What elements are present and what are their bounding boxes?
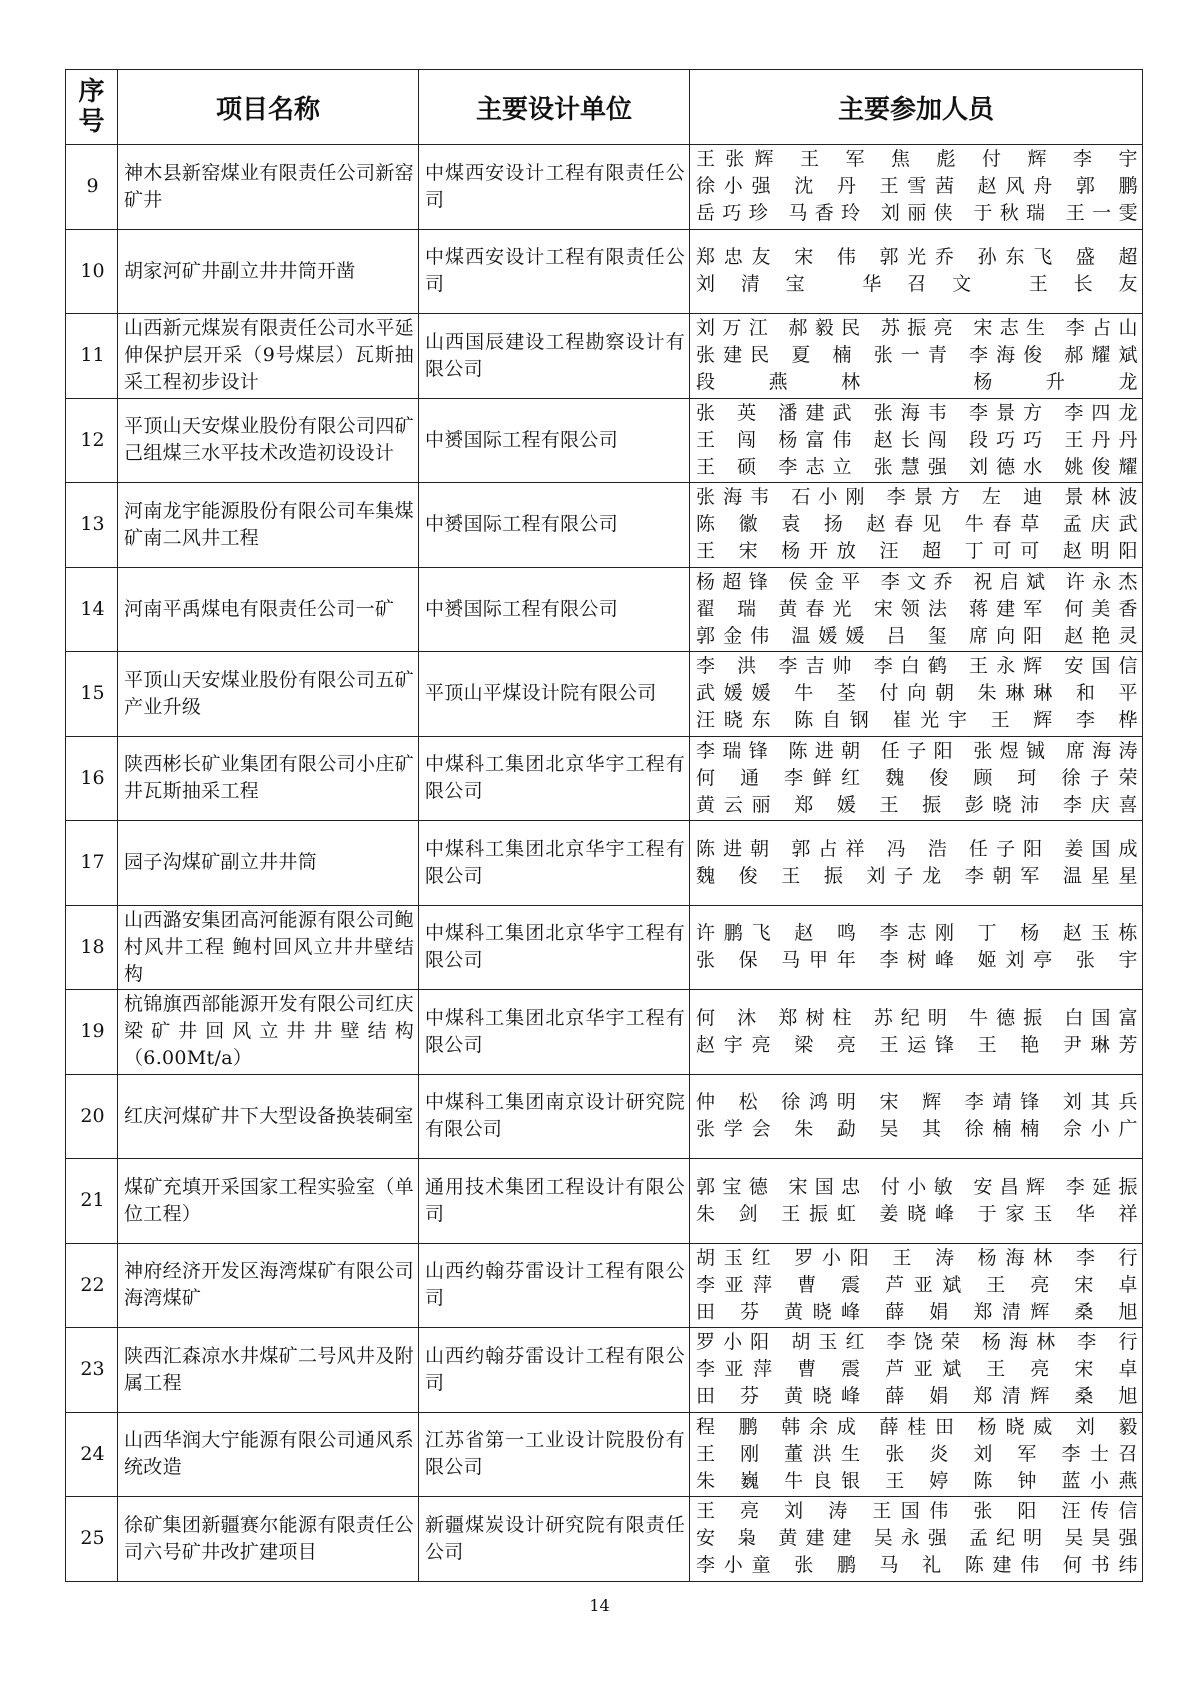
participants xyxy=(690,314,1143,399)
table-row xyxy=(66,1412,1143,1497)
participants xyxy=(690,483,1143,568)
row-seq: 17 xyxy=(66,821,118,906)
participants-line: 安 枭 黄建建 吴永强 孟纪明 吴昊强 xyxy=(696,1527,1138,1550)
participants xyxy=(690,567,1143,652)
participants-line: 张 英 潘建武 张海韦 李景方 李四龙 xyxy=(696,401,1138,424)
row-seq: 23 xyxy=(66,1328,118,1413)
participants-line: 汪晓东 陈自钢 崔光宇 王 辉 李 桦 xyxy=(696,709,1138,732)
participants xyxy=(690,145,1143,230)
participants xyxy=(690,1074,1143,1159)
table-row xyxy=(66,483,1143,568)
design-unit: 中赟国际工程有限公司 xyxy=(419,483,690,568)
table-row xyxy=(66,1159,1143,1244)
table-row xyxy=(66,567,1143,652)
participants-line: 刘万江 郝毅民 苏振亮 宋志生 李占山 xyxy=(696,317,1138,340)
participants-line: 张 保 马甲年 李树峰 姬刘亭 张 宇 xyxy=(696,949,1138,972)
participants-line: 何 通 李鲜红 魏 俊 顾 珂 徐子荣 xyxy=(696,766,1138,789)
table-row xyxy=(66,229,1143,314)
table-row xyxy=(66,990,1143,1075)
participants-line: 杨超锋 侯金平 李文乔 祝启斌 许永杰 xyxy=(696,570,1138,593)
participants-line: 李瑞锋 陈进朝 任子阳 张煜铖 席海涛 xyxy=(696,739,1138,762)
row-seq: 14 xyxy=(66,567,118,652)
participants-line: 段燕林 杨升龙 xyxy=(696,371,1138,394)
participants-line: 仲 松 徐鸿明 宋 辉 李靖锋 刘其兵 xyxy=(696,1091,1138,1114)
design-unit: 中煤科工集团北京华宇工程有限公司 xyxy=(419,905,690,990)
participants-line: 田 芬 黄晓峰 薛 娟 郑清辉 桑 旭 xyxy=(696,1385,1138,1408)
participants-line: 陈 徽 袁 扬 赵春见 牛春草 孟庆武 xyxy=(696,513,1138,536)
design-unit: 山西约翰芬雷设计工程有限公司 xyxy=(419,1328,690,1413)
row-seq: 20 xyxy=(66,1074,118,1159)
project-name: 红庆河煤矿井下大型设备换装硐室 xyxy=(118,1074,419,1159)
table-row xyxy=(66,1497,1143,1582)
design-unit: 中赟国际工程有限公司 xyxy=(419,398,690,483)
participants-line: 李 洪 李吉帅 李白鹤 王永辉 安国信 xyxy=(696,655,1138,678)
table-row xyxy=(66,314,1143,399)
table-row xyxy=(66,736,1143,821)
participants-line: 王 刚 董洪生 张 炎 刘 军 李士召 xyxy=(696,1442,1138,1465)
project-name: 杭锦旗西部能源开发有限公司红庆梁矿井回风立井井壁结构（6.00Mt/a） xyxy=(118,990,419,1075)
design-unit: 山西约翰芬雷设计工程有限公司 xyxy=(419,1243,690,1328)
participants xyxy=(690,229,1143,314)
project-name: 河南龙宇能源股份有限公司车集煤矿南二风井工程 xyxy=(118,483,419,568)
design-unit: 中煤科工集团北京华宇工程有限公司 xyxy=(419,990,690,1075)
project-name: 山西华润大宁能源有限公司通风系统改造 xyxy=(118,1412,419,1497)
participants-line: 郭宝德 宋国忠 付小敏 安昌辉 李延振 xyxy=(696,1175,1138,1198)
participants-line: 郭金伟 温媛媛 吕 玺 席向阳 赵艳灵 xyxy=(696,624,1138,647)
design-unit: 平顶山平煤设计院有限公司 xyxy=(419,652,690,737)
header-seq: 序号 xyxy=(66,70,118,145)
design-unit: 通用技术集团工程设计有限公司 xyxy=(419,1159,690,1244)
table-row xyxy=(66,1074,1143,1159)
row-seq: 18 xyxy=(66,905,118,990)
design-unit: 中煤科工集团南京设计研究院有限公司 xyxy=(419,1074,690,1159)
table-body xyxy=(66,145,1143,1582)
table-row xyxy=(66,905,1143,990)
row-seq: 19 xyxy=(66,990,118,1075)
design-unit: 山西国辰建设工程勘察设计有限公司 xyxy=(419,314,690,399)
participants xyxy=(690,1159,1143,1244)
participants-line: 翟 瑞 黄春光 宋领法 蒋建军 何美香 xyxy=(696,597,1138,620)
header-row xyxy=(66,70,1143,145)
table-row xyxy=(66,398,1143,483)
participants-line: 徐小强 沈 丹 王雪茜 赵风舟 郭 鹏 xyxy=(696,175,1138,198)
design-unit: 中煤科工集团北京华宇工程有限公司 xyxy=(419,821,690,906)
participants-line: 王 亮 刘 涛 王国伟 张 阳 汪传信 xyxy=(696,1500,1138,1523)
row-seq: 10 xyxy=(66,229,118,314)
project-name: 胡家河矿井副立井井筒开凿 xyxy=(118,229,419,314)
award-table xyxy=(65,69,1143,1582)
page-number: 14 xyxy=(589,1596,610,1615)
project-name: 陕西汇森凉水井煤矿二号风井及附属工程 xyxy=(118,1328,419,1413)
participants-line: 程 鹏 韩余成 薛桂田 杨晓威 刘 毅 xyxy=(696,1415,1138,1438)
participants-line: 李小童 张 鹏 马 礼 陈建伟 何书纬 xyxy=(696,1554,1138,1577)
row-seq: 25 xyxy=(66,1497,118,1582)
row-seq: 12 xyxy=(66,398,118,483)
participants-line: 田 芬 黄晓峰 薛 娟 郑清辉 桑 旭 xyxy=(696,1300,1138,1323)
row-seq: 21 xyxy=(66,1159,118,1244)
project-name: 陕西彬长矿业集团有限公司小庄矿井瓦斯抽采工程 xyxy=(118,736,419,821)
project-name: 煤矿充填开采国家工程实验室（单位工程） xyxy=(118,1159,419,1244)
participants xyxy=(690,1497,1143,1582)
design-unit: 中煤西安设计工程有限责任公司 xyxy=(419,229,690,314)
participants xyxy=(690,1243,1143,1328)
participants xyxy=(690,990,1143,1075)
participants xyxy=(690,398,1143,483)
participants-line: 王 宋 杨开放 汪 超 丁可可 赵明阳 xyxy=(696,540,1138,563)
project-name: 平顶山天安煤业股份有限公司五矿产业升级 xyxy=(118,652,419,737)
table-row xyxy=(66,821,1143,906)
participants-line: 岳巧珍 马香玲 刘丽侠 于秋瑞 王一雯 xyxy=(696,202,1138,225)
design-unit: 新疆煤炭设计研究院有限责任公司 xyxy=(419,1497,690,1582)
project-name: 河南平禹煤电有限责任公司一矿 xyxy=(118,567,419,652)
participants-line: 郑忠友 宋 伟 郭光乔 孙东飞 盛 超 xyxy=(696,246,1138,269)
project-name: 山西潞安集团高河能源有限公司鲍村风井工程 鲍村回风立井井壁结构 xyxy=(118,905,419,990)
project-name: 平顶山天安煤业股份有限公司四矿己组煤三水平技术改造初设设计 xyxy=(118,398,419,483)
participants xyxy=(690,736,1143,821)
participants-line: 刘清宝 华召文 王长友 xyxy=(696,273,1138,296)
participants xyxy=(690,821,1143,906)
design-unit: 中煤西安设计工程有限责任公司 xyxy=(419,145,690,230)
participants-line: 张建民 夏 楠 张一青 李海俊 郝耀斌 xyxy=(696,344,1138,367)
participants-line: 罗小阳 胡玉红 李饶荣 杨海林 李 行 xyxy=(696,1331,1138,1354)
participants-line: 魏 俊 王 振 刘子龙 李朝军 温星星 xyxy=(696,864,1138,887)
design-unit: 中煤科工集团北京华宇工程有限公司 xyxy=(419,736,690,821)
project-name: 徐矿集团新疆赛尔能源有限责任公司六号矿井改扩建项目 xyxy=(118,1497,419,1582)
design-unit: 中赟国际工程有限公司 xyxy=(419,567,690,652)
participants-line: 张海韦 石小刚 李景方 左 迪 景林波 xyxy=(696,486,1138,509)
project-name: 山西新元煤炭有限责任公司水平延伸保护层开采（9号煤层）瓦斯抽采工程初步设计 xyxy=(118,314,419,399)
row-seq: 15 xyxy=(66,652,118,737)
participants-line: 李亚萍 曹 震 芦亚斌 王 亮 宋 卓 xyxy=(696,1273,1138,1296)
participants-line: 王张辉 王 军 焦 彪 付 辉 李 宇 xyxy=(696,148,1138,171)
participants xyxy=(690,1328,1143,1413)
participants xyxy=(690,1412,1143,1497)
header-participants: 主要参加人员 xyxy=(690,70,1143,145)
header-project-name: 项目名称 xyxy=(118,70,419,145)
participants-line: 朱 巍 牛良银 王 婷 陈 钟 蓝小燕 xyxy=(696,1469,1138,1492)
row-seq: 16 xyxy=(66,736,118,821)
participants-line: 武媛媛 牛 荃 付向朝 朱琳琳 和 平 xyxy=(696,682,1138,705)
participants-line: 黄云丽 郑 媛 王 振 彭晓沛 李庆喜 xyxy=(696,793,1138,816)
row-seq: 11 xyxy=(66,314,118,399)
row-seq: 9 xyxy=(66,145,118,230)
table-row xyxy=(66,652,1143,737)
table-row xyxy=(66,145,1143,230)
participants-line: 王 硕 李志立 张慧强 刘德水 姚俊耀 xyxy=(696,455,1138,478)
participants xyxy=(690,905,1143,990)
participants-line: 朱 剑 王振虹 姜晓峰 于家玉 华 祥 xyxy=(696,1202,1138,1225)
participants-line: 何 沐 郑树柱 苏纪明 牛德振 白国富 xyxy=(696,1006,1138,1029)
participants-line: 李亚萍 曹 震 芦亚斌 王 亮 宋 卓 xyxy=(696,1358,1138,1381)
project-name: 神府经济开发区海湾煤矿有限公司海湾煤矿 xyxy=(118,1243,419,1328)
row-seq: 24 xyxy=(66,1412,118,1497)
participants xyxy=(690,652,1143,737)
participants-line: 胡玉红 罗小阳 王 涛 杨海林 李 行 xyxy=(696,1246,1138,1269)
design-unit: 江苏省第一工业设计院股份有限公司 xyxy=(419,1412,690,1497)
participants-line: 张学会 朱 勐 吴 其 徐楠楠 佘小广 xyxy=(696,1118,1138,1141)
table-row xyxy=(66,1328,1143,1413)
participants-line: 赵宇亮 梁 亮 王运锋 王 艳 尹琳芳 xyxy=(696,1033,1138,1056)
row-seq: 22 xyxy=(66,1243,118,1328)
participants-line: 许鹏飞 赵 鸣 李志刚 丁 杨 赵玉栋 xyxy=(696,922,1138,945)
participants-line: 王 闯 杨富伟 赵长闯 段巧巧 王丹丹 xyxy=(696,428,1138,451)
table-row xyxy=(66,1243,1143,1328)
participants-line: 陈进朝 郭占祥 冯 浩 任子阳 姜国成 xyxy=(696,837,1138,860)
row-seq: 13 xyxy=(66,483,118,568)
header-design-unit: 主要设计单位 xyxy=(419,70,690,145)
project-name: 园子沟煤矿副立井井筒 xyxy=(118,821,419,906)
project-name: 神木县新窑煤业有限责任公司新窑矿井 xyxy=(118,145,419,230)
